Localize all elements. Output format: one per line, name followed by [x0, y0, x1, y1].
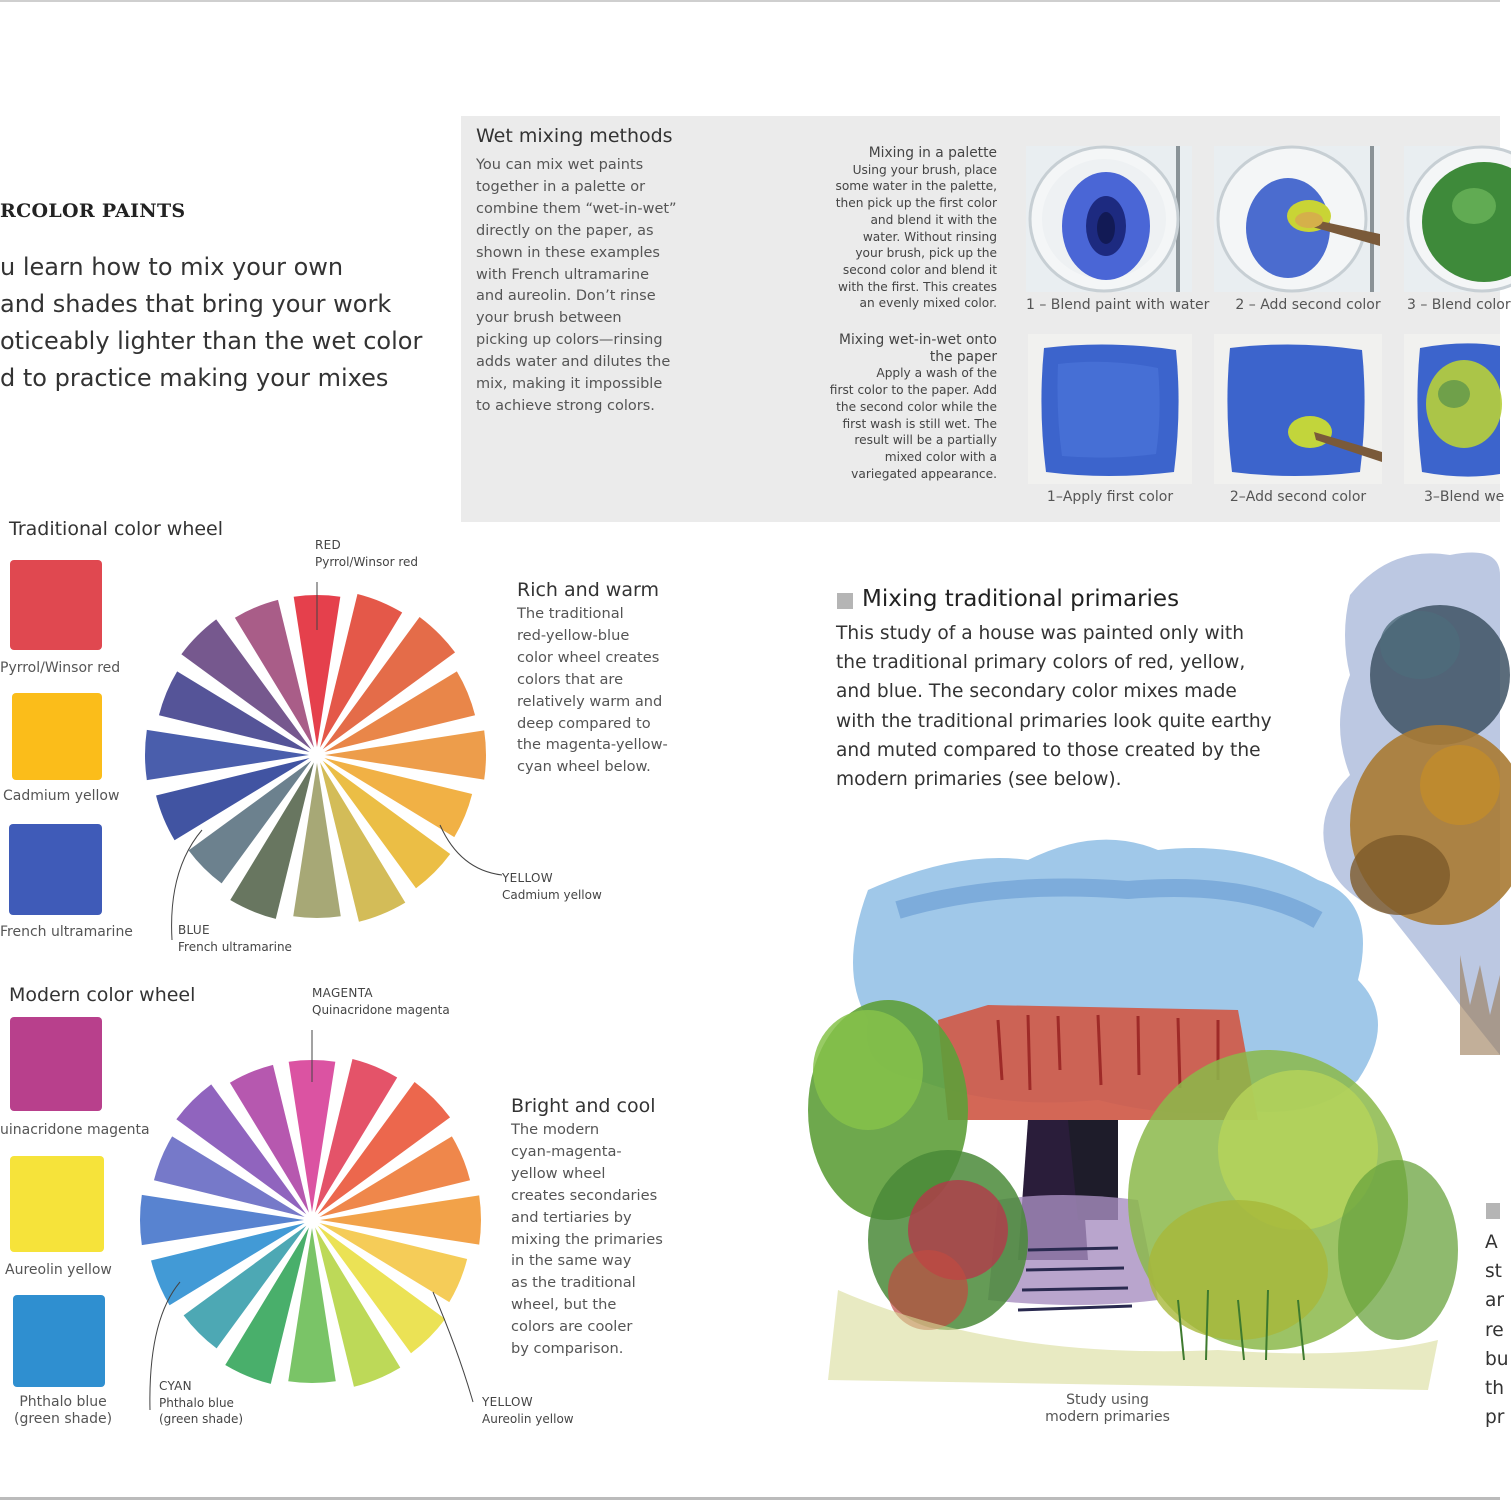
label-line: (green shade) [14, 1411, 113, 1427]
label-name: Phthalo blue [159, 1395, 234, 1410]
wet-mixing-body [476, 155, 676, 418]
bright-cool-title: Bright and cool [511, 1095, 656, 1117]
swatch-label: French ultramarine [0, 924, 133, 940]
wet-in-wet-line: first wash is still wet. The [842, 416, 997, 431]
label-name: (green shade) [159, 1412, 244, 1426]
body-line: cyan wheel below. [517, 758, 651, 776]
wet-body-line: adds water and dilutes the [476, 354, 671, 371]
label-name: Pyrrol/Winsor red [315, 554, 419, 569]
wet-in-wet-photo-3 [1404, 334, 1500, 484]
body-line: This study of a house was painted only with [836, 623, 1244, 644]
wet-in-wet-line: result will be a partially [854, 433, 997, 448]
body-line: The modern [511, 1121, 600, 1138]
body-line: and blue. The secondary color mixes made [836, 681, 1237, 703]
swatch-french-ultramarine [9, 824, 102, 915]
label-key: YELLOW [482, 1395, 533, 1409]
palette-method-line: water. Without rinsing [862, 229, 997, 244]
section-marker-square [1486, 1203, 1500, 1219]
body-line: deep compared to [517, 714, 651, 732]
swatch-label: Pyrrol/Winsor red [0, 660, 121, 676]
palette-photo-3 [1404, 146, 1500, 292]
body-line: as the traditional [511, 1274, 636, 1292]
wet-in-wet-method-text [780, 332, 997, 482]
rich-warm-body [517, 603, 668, 778]
palette-caption-1: 1 – Blend paint with water [1026, 297, 1210, 313]
intro-line-3: oticeably lighter than the wet color [0, 327, 423, 355]
label-name: French ultramarine [178, 939, 292, 954]
body-line: cyan-magenta- [511, 1142, 622, 1160]
body-line: by comparison. [511, 1340, 624, 1358]
body-line: with the traditional primaries look quite earthy [836, 710, 1272, 732]
wet-in-wet-line: first color to the paper. Add [829, 383, 997, 398]
cropped-edge-text [1485, 1228, 1509, 1432]
wet-body-line: with French ultramarine [476, 266, 650, 283]
body-line: and tertiaries by [511, 1208, 632, 1226]
body-line: creates secondaries [511, 1186, 658, 1204]
swatch-aureolin-yellow [10, 1156, 104, 1252]
swatch-label: Aureolin yellow [5, 1262, 112, 1278]
edge-line: ar [1485, 1290, 1505, 1312]
section-marker-square [837, 593, 853, 609]
palette-method-line: and blend it with the [870, 212, 997, 227]
intro-line-4: d to practice making your mixes [0, 364, 389, 392]
swatch-label: uinacridone magenta [0, 1122, 150, 1138]
label-line: Phthalo blue [19, 1394, 107, 1410]
house-painting-modern [798, 820, 1458, 1390]
wet-in-wet-caption-1: 1–Apply first color [1046, 489, 1174, 505]
palette-method-line: second color and blend it [842, 262, 997, 277]
palette-photo-2 [1214, 146, 1380, 292]
mixing-primaries-title: Mixing traditional primaries [862, 586, 1180, 612]
wet-body-line: directly on the paper, as [476, 222, 654, 239]
body-line: color wheel creates [517, 648, 660, 666]
edge-line: pr [1485, 1407, 1505, 1429]
palette-method-line: Using your brush, place [852, 162, 997, 177]
wet-mixing-title: Wet mixing methods [476, 125, 673, 147]
leader-line [433, 1292, 473, 1402]
palette-method-text [780, 145, 997, 312]
palette-method-line: some water in the palette, [835, 179, 997, 194]
intro-line-2: and shades that bring your work [0, 290, 392, 318]
body-line: relatively warm and [517, 692, 663, 710]
palette-method-title: Mixing in a palette [868, 145, 997, 161]
edge-line: st [1485, 1261, 1502, 1283]
body-line: yellow wheel [511, 1164, 606, 1182]
wet-in-wet-photo-2 [1214, 334, 1382, 484]
palette-method-line: an evenly mixed color. [859, 296, 997, 311]
wet-in-wet-line: mixed color with a [884, 449, 997, 464]
body-line: red-yellow-blue [517, 626, 630, 644]
wet-body-line: and aureolin. Don’t rinse [476, 288, 656, 305]
swatch-label: Cadmium yellow [3, 788, 120, 804]
modern-cyan-label [159, 1378, 243, 1428]
wet-in-wet-title-line: the paper [929, 348, 997, 365]
wet-body-line: to achieve strong colors. [476, 397, 655, 414]
wet-in-wet-photo-1 [1028, 334, 1192, 484]
section-title: RCOLOR PAINTS [0, 200, 186, 222]
wet-in-wet-line: the second color while the [836, 399, 997, 414]
traditional-red-label [315, 537, 418, 570]
label-key: BLUE [178, 923, 210, 937]
label-key: CYAN [159, 1379, 192, 1393]
traditional-blue-label [178, 922, 292, 955]
intro-line-1: u learn how to mix your own [0, 253, 344, 281]
label-name: Cadmium yellow [502, 887, 602, 902]
wet-in-wet-caption-3: 3–Blend we [1424, 489, 1505, 505]
modern-color-wheel [128, 1030, 498, 1410]
wet-body-line: picking up colors—rinsing [476, 332, 663, 349]
body-line: the magenta-yellow- [517, 736, 668, 754]
body-line: the traditional primary colors of red, yellow, [836, 652, 1246, 674]
swatch-cadmium-yellow [12, 693, 102, 780]
wet-in-wet-caption-2: 2–Add second color [1229, 489, 1367, 505]
label-key: RED [315, 538, 342, 552]
traditional-yellow-label [502, 870, 602, 903]
wet-body-line: You can mix wet paints [476, 157, 644, 173]
edge-line: A [1485, 1232, 1498, 1253]
palette-method-line: your brush, pick up the [855, 246, 997, 261]
body-line: mixing the primaries [511, 1230, 663, 1248]
body-line: colors are cooler [511, 1318, 633, 1336]
label-key: MAGENTA [312, 986, 373, 1000]
wet-body-line: shown in these examples [476, 244, 660, 261]
body-line: modern primaries (see below). [836, 769, 1122, 791]
swatch-label [14, 1394, 112, 1428]
label-key: YELLOW [502, 871, 553, 885]
wet-body-line: mix, making it impossible [476, 376, 663, 393]
traditional-color-wheel [130, 570, 500, 940]
wet-body-line: combine them “wet-in-wet” [476, 200, 677, 217]
palette-method-line: then pick up the first color [835, 196, 997, 211]
edge-line: re [1485, 1319, 1504, 1341]
body-line: wheel, but the [511, 1296, 617, 1314]
swatch-phthalo-blue [13, 1295, 105, 1387]
palette-caption-3: 3 – Blend color [1407, 297, 1511, 313]
edge-line: bu [1485, 1348, 1509, 1370]
palette-photo-1 [1026, 146, 1192, 292]
wet-body-line: together in a palette or [476, 178, 646, 195]
wet-in-wet-line: Apply a wash of the [876, 366, 997, 381]
modern-magenta-label [312, 985, 450, 1018]
top-rule [0, 0, 1500, 2]
wet-in-wet-title-line: Mixing wet-in-wet onto [839, 332, 997, 348]
modern-wheel-title: Modern color wheel [9, 984, 196, 1006]
caption-line: Study using [1066, 1392, 1149, 1408]
traditional-wheel-title: Traditional color wheel [9, 518, 224, 540]
swatch-pyrrol-red [10, 560, 102, 650]
body-line: colors that are [517, 670, 624, 688]
label-name: Quinacridone magenta [312, 1002, 450, 1017]
body-line: in the same way [511, 1252, 632, 1270]
label-name: Aureolin yellow [482, 1411, 574, 1426]
rich-warm-title: Rich and warm [517, 579, 659, 601]
body-line: and muted compared to those created by the [836, 739, 1261, 761]
caption-line: modern primaries [1045, 1409, 1170, 1425]
wet-in-wet-line: variegated appearance. [851, 466, 997, 481]
bright-cool-body [511, 1119, 663, 1360]
study-caption [1030, 1392, 1185, 1426]
palette-caption-2: 2 – Add second color [1235, 297, 1381, 313]
palette-method-line: with the first. This creates [838, 279, 997, 294]
body-line: The traditional [517, 605, 624, 622]
swatch-quinacridone-magenta [10, 1017, 102, 1111]
edge-line: th [1485, 1378, 1505, 1400]
modern-yellow-label [482, 1394, 574, 1427]
mixing-primaries-body [836, 619, 1272, 794]
wet-body-line: your brush between [476, 310, 622, 327]
